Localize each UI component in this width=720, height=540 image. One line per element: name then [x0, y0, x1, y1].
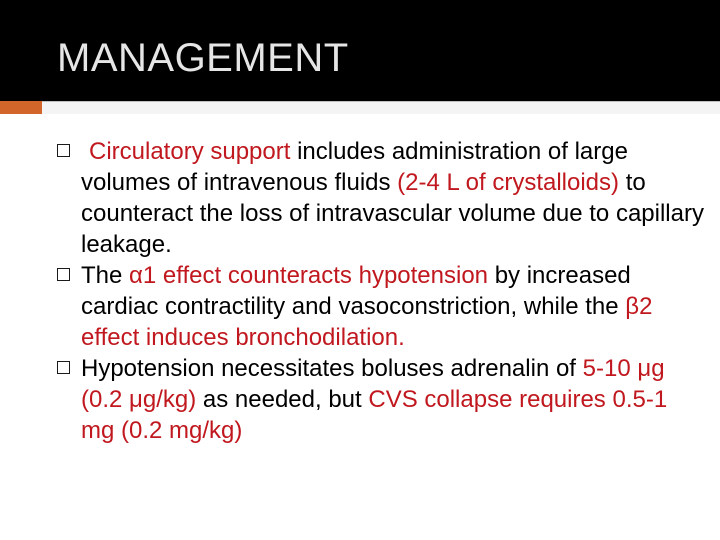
hollow-square-icon: [57, 268, 70, 281]
bullet-text-segment: α1 effect counteracts hypotension: [129, 262, 489, 289]
bullet-text-segment: The: [81, 262, 130, 289]
bullet-list: [57, 136, 707, 446]
slide-title: MANAGEMENT: [57, 36, 349, 80]
hollow-square-icon: [57, 144, 70, 157]
bullet-text-segment: includes administration of large volumes of intravenous fluids: [81, 138, 628, 196]
bullet-item-hypotension: [57, 353, 707, 446]
bullet-text-segment: 0.5-1 mg (0.2 mg/kg): [81, 386, 668, 444]
title-accent-bar: [0, 101, 42, 114]
bullet-text-segment: Hypotension necessitates boluses adrenalin of: [81, 355, 583, 382]
bullet-text-segment: 5-10 μg (0.2 μg/kg): [81, 355, 665, 413]
bullet-text-segment: CVS collapse requires: [368, 386, 606, 413]
bullet-text-segment: Circulatory support: [89, 138, 291, 165]
bullet-text-segment: (2-4 L of crystalloids): [397, 169, 620, 196]
bullet-text-segment: by increased cardiac contractility and vasoconstriction, while the: [81, 262, 631, 320]
bullet-text-segment: β2 effect induces bronchodilation.: [81, 293, 653, 351]
bullet-item-circulatory-support: [57, 136, 707, 260]
bullet-text-segment: as needed, but: [196, 386, 369, 413]
title-divider: [42, 101, 720, 114]
bullet-item-alpha1-effect: [57, 260, 707, 353]
hollow-square-icon: [57, 361, 70, 374]
bullet-text-segment: to counteract the loss of intravascular volume due to capillary leakage.: [81, 169, 704, 258]
